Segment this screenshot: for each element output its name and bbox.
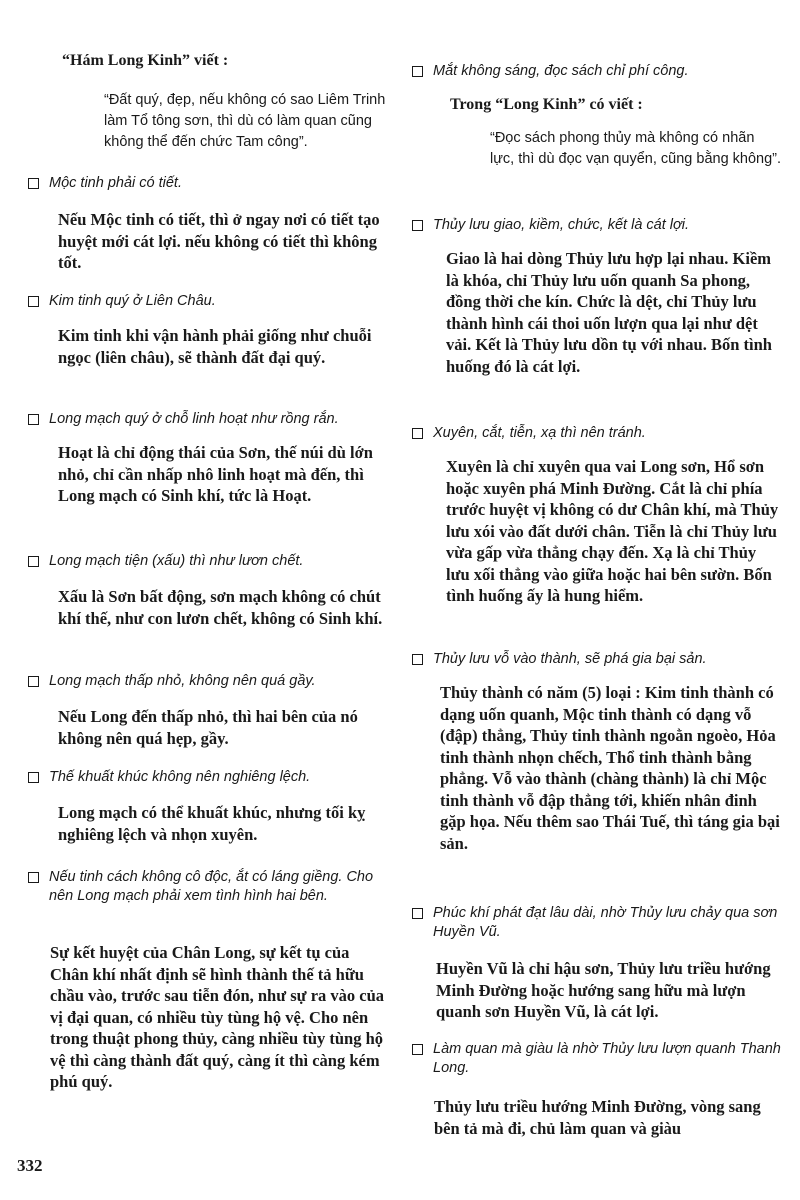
section [28, 868, 390, 906]
quote-text: “Đọc sách phong thủy mà không có nhãn lực, thì dù đọc vạn quyển, cũng bằng không”. [490, 130, 782, 167]
section-body: Huyền Vũ là chỉ hậu sơn, Thủy lưu triều hướng Minh Đường hoặc hướng sang hữu mà lượn quanh sơn Huyền Vũ, là cát lợi. [436, 959, 771, 1021]
section [412, 1040, 782, 1078]
section-heading: Phúc khí phát đạt lâu dài, nhờ Thủy lưu chảy qua sơn Huyền Vũ. [433, 905, 778, 940]
checkbox-bullet-icon [412, 220, 423, 231]
section-heading: Kim tinh quý ở Liên Châu. [49, 293, 216, 309]
section-body: Nếu Long đến thấp nhỏ, thì hai bên của nó không nên quá hẹp, gầy. [58, 707, 358, 748]
section-body: Sự kết huyệt của Chân Long, sự kết tụ của Chân khí nhất định sẽ hình thành thế tả hữu chầu vào, trước sau tiễn đón, như sự ra vào của vị đại quan, có nhiều tùy tùng hộ vệ. Cho nên trong thuật phong thủy, càng nhiều tùy tùng hộ vệ thì càng thành đất quý, càng ít thì càng kém phú quý. [50, 943, 385, 1091]
section [412, 650, 782, 669]
checkbox-bullet-icon [412, 66, 423, 77]
section [412, 424, 782, 443]
section-body: Nếu Mộc tinh có tiết, thì ở ngay nơi có tiết tạo huyệt mới cát lợi. nếu không có tiết thì không tốt. [58, 210, 380, 272]
checkbox-bullet-icon [412, 1044, 423, 1055]
section-heading: Làm quan mà giàu là nhờ Thủy lưu lượn quanh Thanh Long. [433, 1041, 781, 1076]
section [412, 216, 782, 235]
section [28, 410, 390, 429]
section-heading: Long mạch thấp nhỏ, không nên quá gầy. [49, 673, 316, 689]
section-heading: Long mạch tiện (xấu) thì như lươn chết. [49, 553, 304, 569]
quote-intro: “Hám Long Kinh” viết : [62, 52, 229, 69]
checkbox-bullet-icon [28, 772, 39, 783]
quote-text: “Đất quý, đẹp, nếu không có sao Liêm Trinh làm Tổ tông sơn, thì dù có làm quan cũng không thể đến chức Tam công”. [104, 92, 386, 150]
section-heading: Mắt không sáng, đọc sách chỉ phí công. [433, 63, 689, 79]
quote-intro: Trong “Long Kinh” có viết : [450, 96, 643, 113]
checkbox-bullet-icon [412, 654, 423, 665]
section-heading: Thủy lưu vỗ vào thành, sẽ phá gia bại sản. [433, 651, 707, 667]
section [28, 672, 390, 691]
section-heading: Thế khuất khúc không nên nghiêng lệch. [49, 769, 311, 785]
checkbox-bullet-icon [28, 296, 39, 307]
section-body: Xấu là Sơn bất động, sơn mạch không có chút khí thế, như con lươn chết, không có Sinh khí. [58, 587, 383, 628]
section-body: Thủy thành có năm (5) loại : Kim tinh thành có dạng uốn quanh, Mộc tinh thành có dạng vỗ (đập) thẳng, Thủy tinh thành ngoằn ngoèo, Hỏa tinh thành nhọn chếch, Thổ tinh thành bằng phẳng. Vỗ vào thành (chàng thành) là chỉ Mộc tinh thành vỗ đập thẳng tới, khiến nhân đinh gặp họa. Nếu thêm sao Thái Tuế, thì táng gia bại sản. [440, 683, 780, 853]
section [28, 174, 390, 193]
checkbox-bullet-icon [28, 178, 39, 189]
page-number: 332 [17, 1156, 43, 1175]
section-heading: Xuyên, cắt, tiễn, xạ thì nên tránh. [433, 425, 646, 441]
section-body: Xuyên là chỉ xuyên qua vai Long sơn, Hổ sơn hoặc xuyên phá Minh Đường. Cắt là chỉ phía trước huyệt vị không có dư Chân khí, mà Thủy lưu xói vào đất dưới chân. Tiễn là chỉ Thủy lưu vừa gấp vừa thẳng chạy đến. Xạ là chỉ Thủy lưu xối thẳng vào giữa hoặc hai bên sườn. Bốn tình huống ấy là hung hiểm. [446, 457, 779, 605]
section-body: Thủy lưu triều hướng Minh Đường, vòng sang bên tả mà đi, chủ làm quan và giàu [434, 1097, 761, 1138]
section [28, 292, 390, 311]
section-heading: Mộc tinh phải có tiết. [49, 175, 182, 191]
checkbox-bullet-icon [28, 556, 39, 567]
checkbox-bullet-icon [28, 872, 39, 883]
checkbox-bullet-icon [28, 676, 39, 687]
section-body: Giao là hai dòng Thủy lưu hợp lại nhau. Kiềm là khóa, chỉ Thủy lưu uốn quanh Sa phong, đồng thời che kín. Chức là dệt, chỉ Thủy lưu thành hình cái thoi uốn lượn qua lại như dệt vải. Kết là Thủy lưu dồn tụ với nhau. Bốn tình huống đó là cát lợi. [446, 249, 772, 376]
section-body: Kim tinh khi vận hành phải giống như chuỗi ngọc (liên châu), sẽ thành đất đại quý. [58, 326, 372, 367]
section [412, 904, 782, 942]
section [28, 768, 390, 787]
section-heading: Thủy lưu giao, kiềm, chức, kết là cát lợi. [433, 217, 690, 233]
checkbox-bullet-icon [28, 414, 39, 425]
section-heading: Nếu tinh cách không cô độc, ắt có láng giềng. Cho nên Long mạch phải xem tình hình hai bên. [49, 869, 374, 904]
checkbox-bullet-icon [412, 428, 423, 439]
checkbox-bullet-icon [412, 908, 423, 919]
section-heading: Long mạch quý ở chỗ linh hoạt như rồng rắn. [49, 411, 339, 427]
section-body: Long mạch có thể khuất khúc, nhưng tối kỵ nghiêng lệch và nhọn xuyên. [58, 803, 366, 844]
section-body: Hoạt là chỉ động thái của Sơn, thế núi dù lớn nhỏ, chỉ cần nhấp nhô linh hoạt mà đến, thì Long mạch có Sinh khí, tức là Hoạt. [58, 443, 373, 505]
section [28, 552, 390, 571]
section [412, 62, 782, 81]
